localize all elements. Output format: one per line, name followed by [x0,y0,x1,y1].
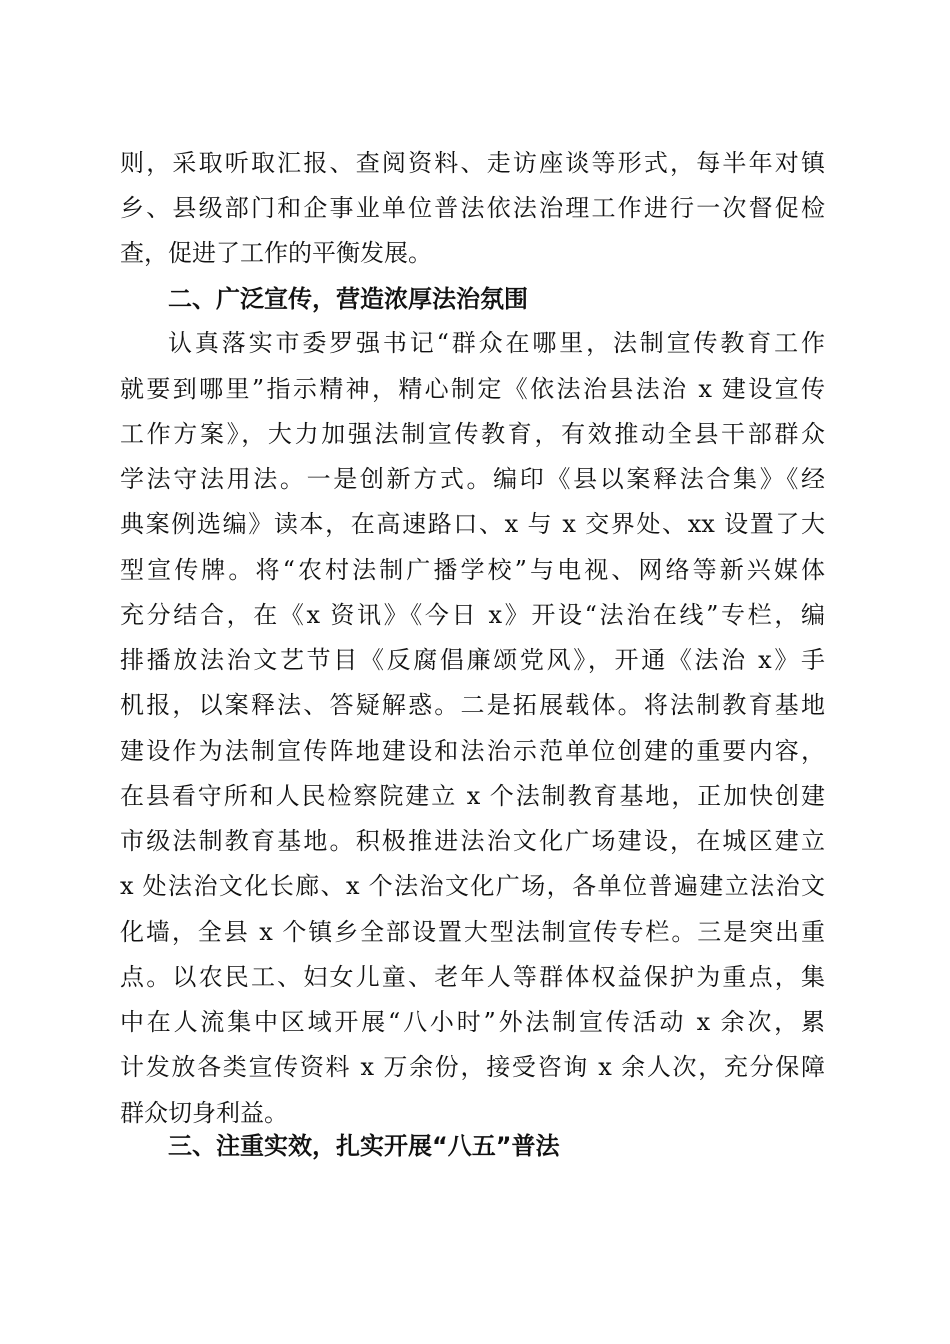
paragraph-2-line-3: 工作方案》，大力加强法制宣传教育，有效推动全县干部群众 [120,420,825,448]
paragraph-2-line-18: 群众切身利益。 [120,1099,288,1127]
paragraph-2-line-16: 中在人流集中区域开展“八小时”外法制宣传活动 x 余次，累 [120,1008,825,1036]
paragraph-2-line-8: 排播放法治文艺节目《反腐倡廉颂党风》，开通《法治 x》手 [120,646,825,674]
paragraph-2-line-10: 建设作为法制宣传阵地建设和法治示范单位创建的重要内容， [120,737,825,765]
paragraph-2-line-11: 在县看守所和人民检察院建立 x 个法制教育基地，正加快创建 [120,782,825,810]
paragraph-2-line-2: 就要到哪里”指示精神，精心制定《依法治县法治 x 建设宣传 [120,375,825,403]
paragraph-intro-line-3: 查，促进了工作的平衡发展。 [120,239,432,267]
paragraph-2-line-9: 机报，以案释法、答疑解惑。二是拓展载体。将法制教育基地 [120,691,825,719]
paragraph-2-line-13: x 处法治文化长廊、x 个法治文化广场，各单位普遍建立法治文 [120,872,825,900]
paragraph-intro-line-2: 乡、县级部门和企事业单位普法依法治理工作进行一次督促检 [120,194,825,222]
section-heading-3: 三、注重实效，扎实开展“八五”普法 [168,1132,560,1160]
paragraph-2-line-14: 化墙，全县 x 个镇乡全部设置大型法制宣传专栏。三是突出重 [120,918,825,946]
paragraph-2-line-12: 市级法制教育基地。积极推进法治文化广场建设，在城区建立 [120,827,825,855]
section-heading-2: 二、广泛宣传，营造浓厚法治氛围 [168,285,528,313]
paragraph-2-line-1: 认真落实市委罗强书记“群众在哪里，法制宣传教育工作 [168,329,825,357]
paragraph-2-line-15: 点。以农民工、妇女儿童、老年人等群体权益保护为重点，集 [120,963,825,991]
paragraph-2-line-17: 计发放各类宣传资料 x 万余份，接受咨询 x 余人次，充分保障 [120,1053,825,1081]
paragraph-2-line-7: 充分结合，在《x 资讯》《今日 x》开设“法治在线”专栏，编 [120,601,825,629]
paragraph-2-line-4: 学法守法用法。一是创新方式。编印《县以案释法合集》《经 [120,465,825,493]
paragraph-2-line-6: 型宣传牌。将“农村法制广播学校”与电视、网络等新兴媒体 [120,556,825,584]
paragraph-2-line-5: 典案例选编》读本，在高速路口、x 与 x 交界处、xx 设置了大 [120,510,825,538]
paragraph-intro-line-1: 则，采取听取汇报、查阅资料、走访座谈等形式，每半年对镇 [120,149,825,177]
